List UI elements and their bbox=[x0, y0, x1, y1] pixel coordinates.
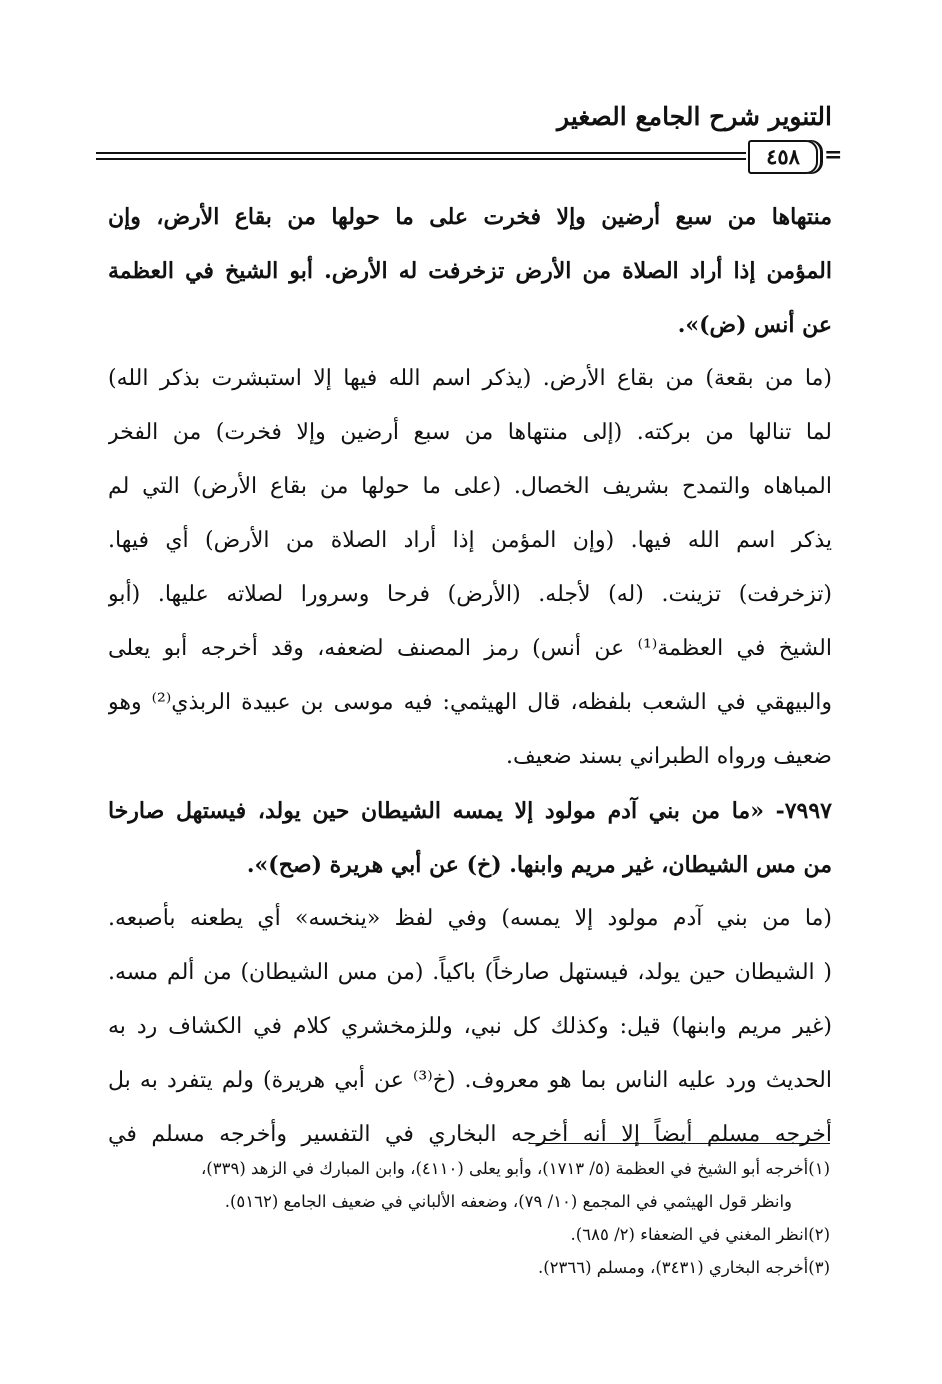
text-line: الحديث ورد عليه الناس بما هو معروف. (خ⁽³⁾ عن أبي هريرة) ولم يتفرد به بل bbox=[108, 1068, 832, 1093]
text-line: يذكر اسم الله فيها. (وإن المؤمن إذا أراد الصلاة من الأرض) أي فيها. bbox=[108, 528, 832, 553]
page-number: ٤٥٨ bbox=[748, 140, 818, 174]
text-line: ضعيف ورواه الطبراني بسند ضعيف. bbox=[505, 744, 832, 769]
text-line: (تزخرفت) تزينت. (له) لأجله. (الأرض) فرحا وسرورا لصلاته عليها. (أبو bbox=[108, 582, 832, 607]
hadith-line: من مس الشيطان، غير مريم وابنها. (خ) عن أبي هريرة (صح)». bbox=[246, 852, 832, 878]
header-rule-line bbox=[96, 152, 746, 154]
footnote-line: (٢)انظر المغني في الضعفاء (٢/ ٦٨٥). bbox=[570, 1225, 830, 1244]
footnote-line: (١)أخرجه أبو الشيخ في العظمة (٥/ ١٧١٣)، وأبو يعلى (٤١١٠)، وابن المبارك في الزهد (٣٣٩)، bbox=[200, 1159, 830, 1178]
footnotes bbox=[108, 1152, 830, 1284]
main-text bbox=[108, 190, 832, 1162]
text-line: ( الشيطان حين يولد، فيستهل صارخاً) باكياً. (من مس الشيطان) من ألم مسه. bbox=[108, 960, 832, 985]
text-line: والبيهقي في الشعب بلفظه، قال الهيثمي: فيه موسى بن عبيدة الربذي⁽²⁾ وهو bbox=[108, 690, 832, 715]
text-line: عن أنس (ض)». bbox=[677, 312, 832, 338]
footnote-line: وانظر قول الهيثمي في المجمع (١٠/ ٧٩)، وضعفه الألباني في ضعيف الجامع (٥١٦٢). bbox=[224, 1192, 792, 1211]
text-line: لما تنالها من بركته. (إلى منتهاها من سبع أرضين وإلا فخرت) من الفخر bbox=[108, 420, 832, 445]
hadith-line: ٧٩٩٧- «ما من بني آدم مولود إلا يمسه الشيطان حين يولد، فيستهل صارخا bbox=[108, 798, 832, 824]
header-rule-bar bbox=[96, 140, 843, 176]
footnote-separator bbox=[530, 1143, 830, 1144]
text-line: منتهاها من سبع أرضين وإلا فخرت على ما حولها من بقاع الأرض، وإن bbox=[108, 204, 832, 230]
text-line: المباهاه والتمدح بشريف الخصال. (على ما حولها من بقاع الأرض) التي لم bbox=[108, 474, 832, 499]
footnote-line: (٣)أخرجه البخاري (٣٤٣١)، ومسلم (٢٣٦٦). bbox=[537, 1258, 830, 1277]
text-line: (غير مريم وابنها) قيل: وكذلك كل نبي، وللزمخشري كلام في الكشاف رد به bbox=[108, 1014, 832, 1039]
text-line: أخرجه مسلم أيضاً إلا أنه أخرجه البخاري في التفسير وأخرجه مسلم في bbox=[108, 1122, 832, 1147]
running-header-title: التنوير شرح الجامع الصغير bbox=[557, 102, 832, 131]
text-line: الشيخ في العظمة⁽¹⁾ عن أنس) رمز المصنف لضعفه، وقد أخرجه أبو يعلى bbox=[108, 636, 832, 661]
header-rule-line bbox=[96, 158, 746, 160]
text-line: (ما من بني آدم مولود إلا يمسه) وفي لفظ «ينخسه» أي يطعنه بأصبعه. bbox=[108, 906, 832, 931]
text-line: المؤمن إذا أراد الصلاة من الأرض تزخرفت له الأرض. أبو الشيخ في العظمة bbox=[108, 258, 832, 284]
header-mark: = bbox=[824, 142, 843, 168]
text-line: (ما من بقعة) من بقاع الأرض. (يذكر اسم الله فيها إلا استبشرت بذكر الله) bbox=[108, 366, 832, 391]
